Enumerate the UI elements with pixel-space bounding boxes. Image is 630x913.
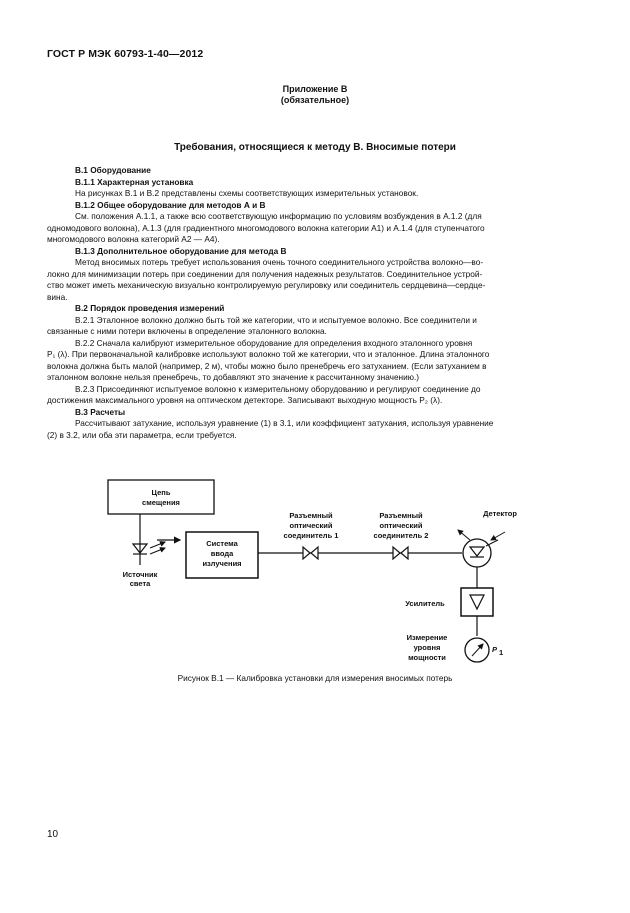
power-meter-label-2: уровня xyxy=(413,643,441,652)
section-title: Требования, относящиеся к методу В. Вносимые потери xyxy=(174,142,456,153)
heading-b1: В.1 Оборудование xyxy=(75,165,151,175)
bias-circuit-box xyxy=(108,480,214,514)
connector-2-label-3: соединитель 2 xyxy=(373,531,429,540)
annex-status: (обязательное) xyxy=(280,95,350,105)
amplifier-label: Усилитель xyxy=(405,599,445,608)
document-header: ГОСТ Р МЭК 60793-1-40—2012 xyxy=(47,48,204,60)
connector-2-label-1: Разъемный xyxy=(379,511,423,520)
detector-label: Детектор xyxy=(483,509,517,518)
launch-system-label-3: излучения xyxy=(202,559,242,568)
light-source-label-1: Источник xyxy=(122,570,158,579)
page-number: 10 xyxy=(47,829,59,840)
light-source-diode-icon xyxy=(133,542,165,554)
connector-1-label-1: Разъемный xyxy=(289,511,333,520)
figure-caption: Рисунок В.1 — Калибровка установки для измерения вносимых потерь xyxy=(177,673,453,683)
paragraph: эталонном волокне нельзя пренебречь, то добавляют это значение к рассчитанному значению.) xyxy=(47,372,420,382)
heading-b11: В.1.1 Характерная установка xyxy=(75,176,194,187)
connector-1-icon xyxy=(303,547,318,559)
paragraph: На рисунках В.1 и В.2 представлены схемы соответствующих измерительных установок. xyxy=(75,188,419,198)
power-meter-label-1: Измерение xyxy=(406,633,448,642)
connector-2-icon xyxy=(393,547,408,559)
paragraph: одномодового волокна), А.1.3 (для градиентного многомодового волокна категории А1) и А.1.4 (для ступенчатого xyxy=(47,222,485,233)
paragraph: В.2.2 Сначала калибруют измерительное оборудование для определения входного эталонного уровня xyxy=(75,337,473,348)
bias-circuit-label-1: Цепь xyxy=(151,488,171,497)
paragraph: связанные с ними потери включены в определение эталонного волокна. xyxy=(47,326,327,336)
heading-b13: В.1.3 Дополнительное оборудование для метода В xyxy=(75,245,287,256)
body-text xyxy=(47,165,583,441)
bias-circuit-label-2: смещения xyxy=(142,498,180,507)
paragraph: (2) в 3.2, или оба эти параметра, если требуется. xyxy=(47,429,237,440)
annex-title: Приложение В xyxy=(282,84,348,94)
power-meter-icon xyxy=(465,638,489,662)
paragraph: В.2.1 Эталонное волокно должно быть той же категории, что и испытуемое волокно. Все соединители и xyxy=(75,314,477,325)
heading-b12: В.1.2 Общее оборудование для методов А и В xyxy=(75,199,266,210)
amplifier-box xyxy=(461,588,493,616)
detector-icon xyxy=(458,530,505,567)
paragraph: Метод вносимых потерь требует использования очень точного соединительного устройства волокно—во- xyxy=(75,257,484,267)
connector-1-label-3: соединитель 1 xyxy=(283,531,339,540)
paragraph: ство может иметь механическую визуально контролируемую регулировку или соединитель сердцевина—сердце- xyxy=(47,280,486,290)
heading-b2: В.2 Порядок проведения измерений xyxy=(75,303,225,313)
heading-b3: В.3 Расчеты xyxy=(75,406,126,417)
paragraph: многомодового волокна категорий А2 — А4). xyxy=(47,234,220,244)
p1-label: P xyxy=(492,645,498,654)
paragraph: волокна должна быть малой (например, 2 м), чтобы можно было пренебречь его затуханием. (Если затуханием в xyxy=(47,360,487,371)
figure-diagram xyxy=(0,470,630,670)
paragraph: локно для минимизации потерь при соединении для получения надежных результатов. Соединительное устрой- xyxy=(47,268,483,279)
paragraph: См. положения А.1.1, а также всю соответствующую информацию по условиям возбуждения в А.1.2 (для xyxy=(75,211,482,221)
paragraph: Рассчитывают затухание, используя уравнение (1) в 3.1, или коэффициент затухания, используя уравнение xyxy=(75,418,494,428)
connector-1-label-2: оптический xyxy=(289,521,333,530)
launch-system-label-2: ввода xyxy=(210,549,234,558)
paragraph: достижения максимального уровня на оптическом детекторе. Записывают выходную мощность P₂ (λ). xyxy=(47,395,443,405)
paragraph: вина. xyxy=(47,291,68,302)
connector-2-label-2: оптический xyxy=(379,521,423,530)
paragraph: P₁ (λ). При первоначальной калибровке используют волокно той же категории, что и эталонное. Длина эталонного xyxy=(47,349,490,359)
paragraph: В.2.3 Присоединяют испытуемое волокно к измерительному оборудованию и регулируют соединение до xyxy=(75,383,481,394)
p1-subscript: 1 xyxy=(499,648,504,657)
light-source-label-2: света xyxy=(129,579,151,588)
power-meter-label-3: мощности xyxy=(408,653,446,662)
launch-system-label-1: Система xyxy=(206,539,238,548)
